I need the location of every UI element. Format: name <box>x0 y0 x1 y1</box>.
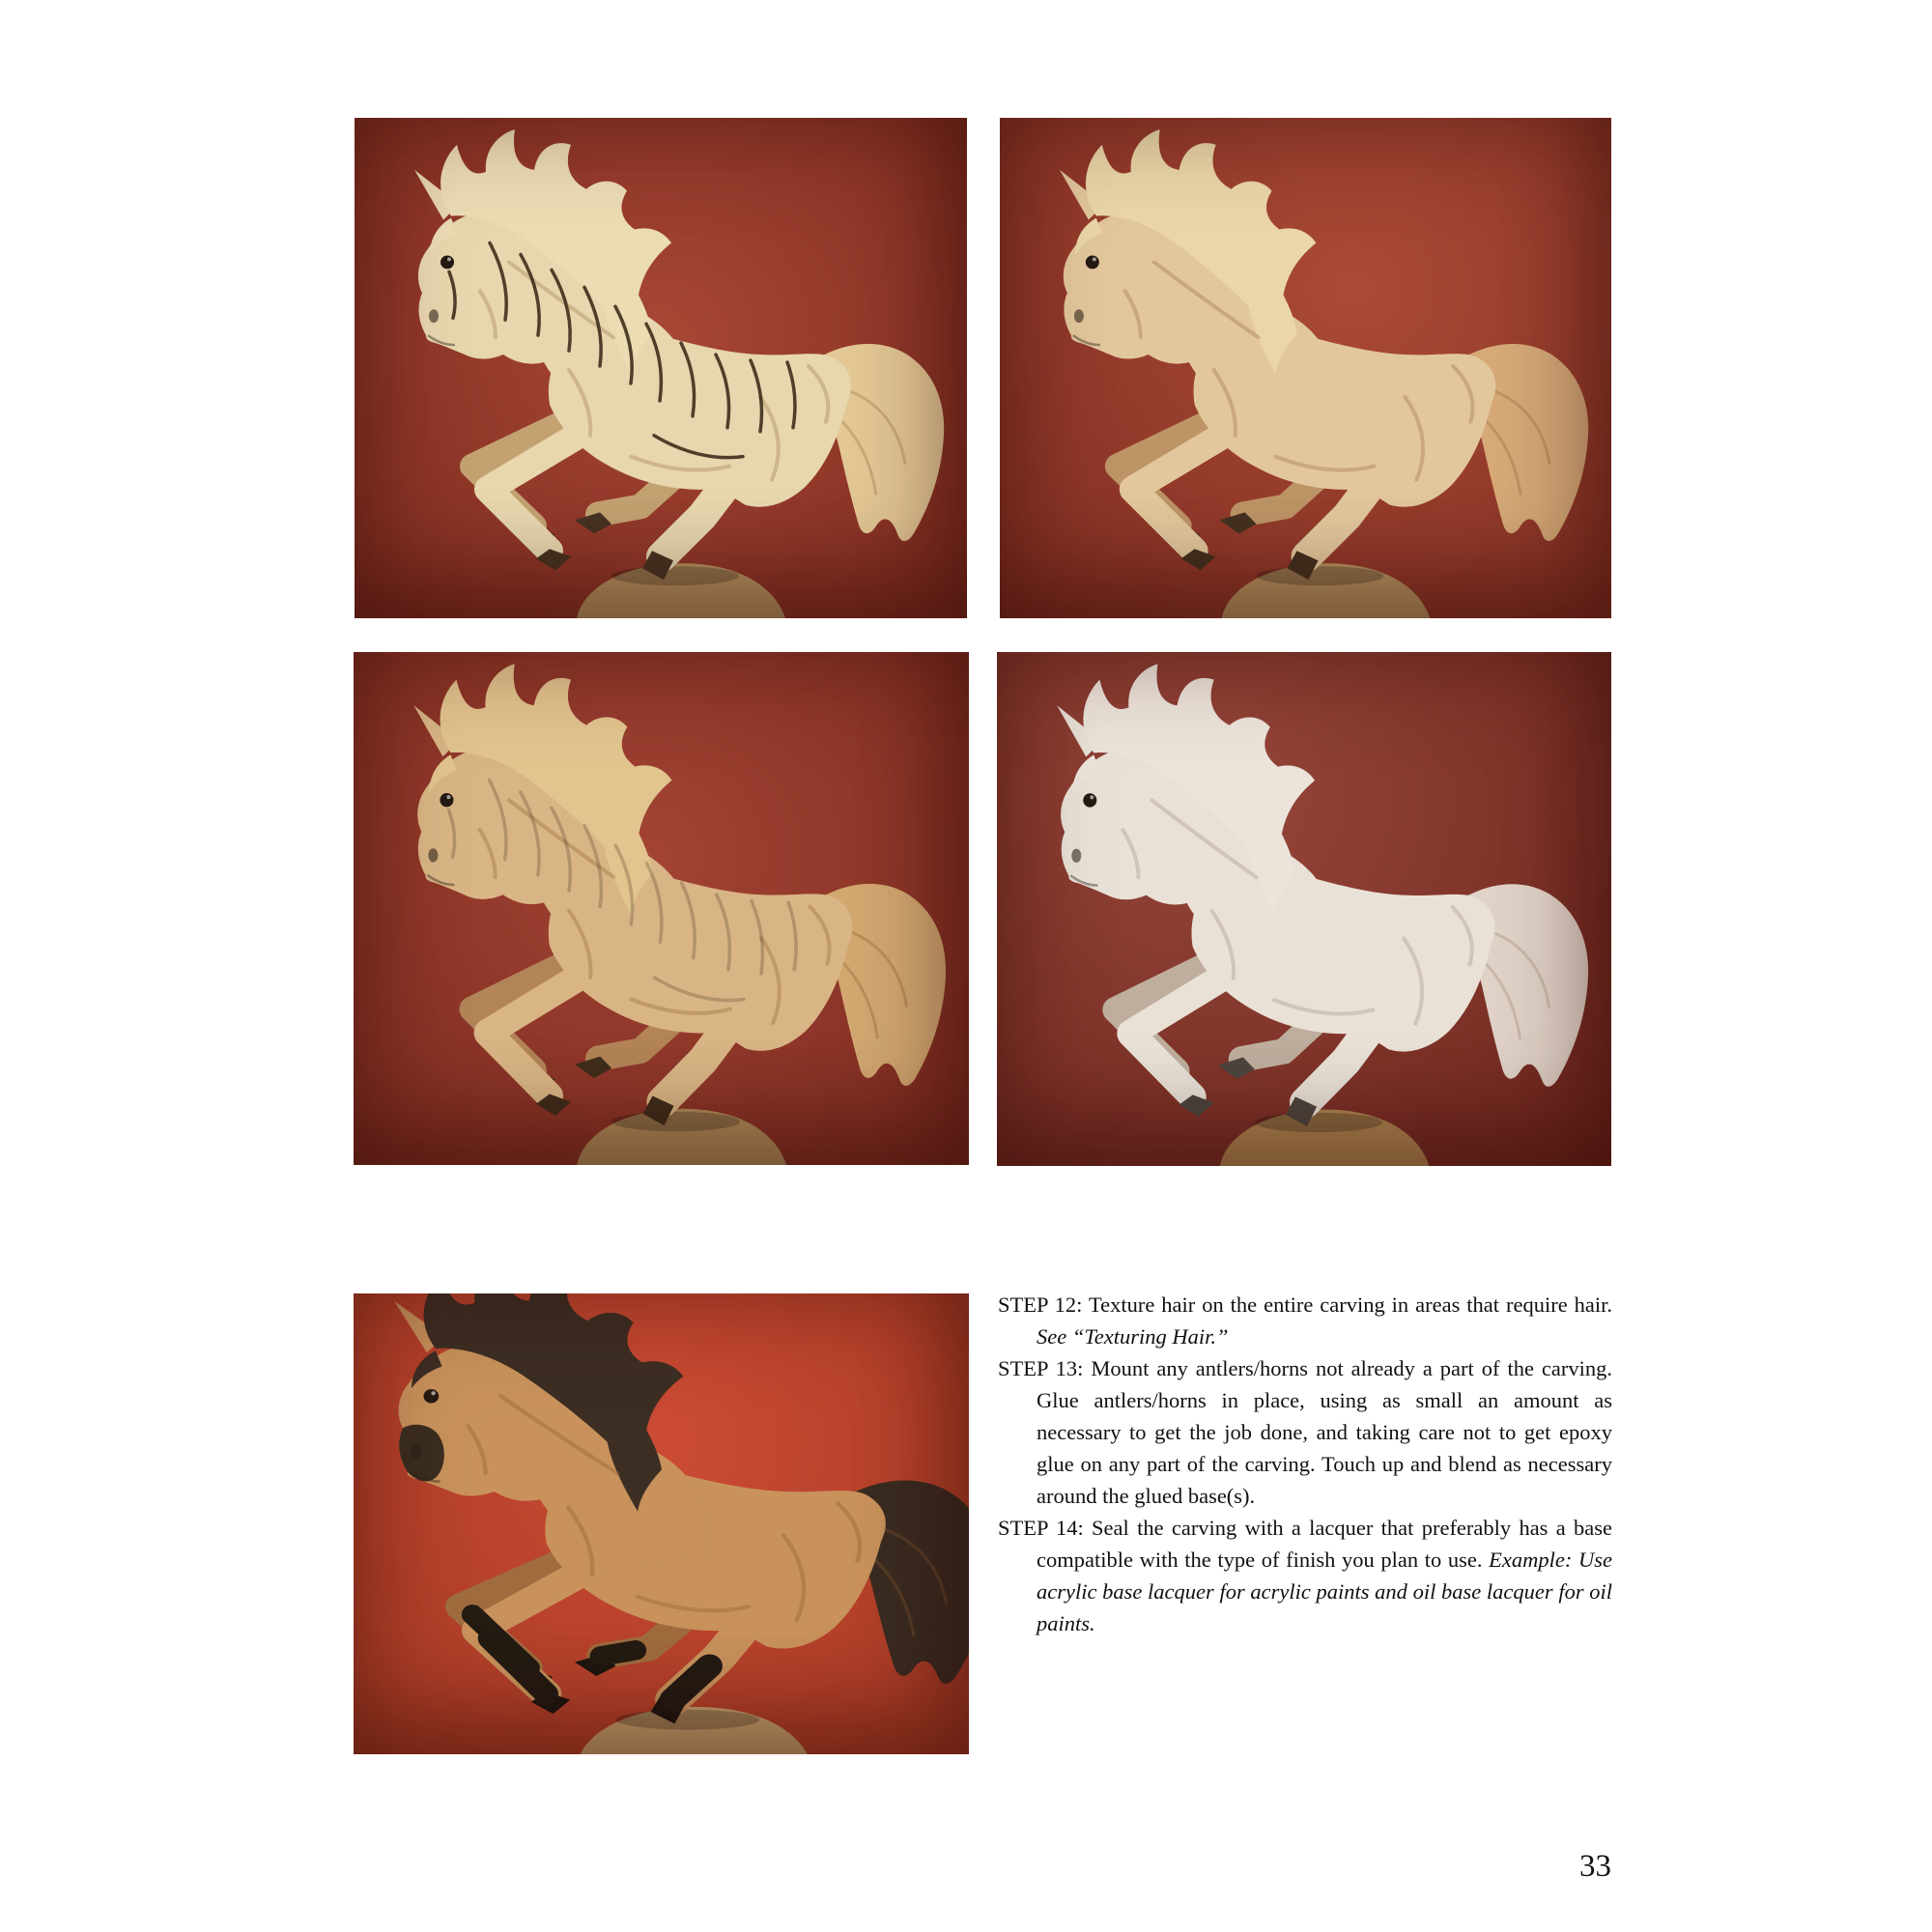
photo-stage-1-burn-lines <box>355 118 967 618</box>
step-14-label: STEP 14: <box>998 1516 1093 1540</box>
step-12-text: Texture hair on the entire carving in areas that require hair. <box>1088 1293 1612 1317</box>
step-14 <box>998 1512 1612 1639</box>
step-12-italic-note: See “Texturing Hair.” <box>1037 1324 1229 1349</box>
step-13-text: Mount any antlers/horns not already a part of the carving. Glue antlers/horns in place, using as small an amount as necessary to get the job done, and taking care not to get epoxy glue on any part of the carving. Touch up and blend as necessary around the glued base(s). <box>1037 1356 1612 1508</box>
step-12-label: STEP 12: <box>998 1293 1089 1317</box>
horse-carving-illustration <box>354 1293 969 1754</box>
step-12 <box>998 1289 1612 1352</box>
horse-carving-illustration <box>355 118 967 618</box>
step-13-label: STEP 13: <box>998 1356 1092 1380</box>
horse-carving-illustration <box>997 652 1611 1166</box>
photo-stage-2-smoothed <box>1000 118 1611 618</box>
photo-stage-3-hair-textured <box>354 652 969 1165</box>
step-13 <box>998 1352 1612 1512</box>
horse-carving-illustration <box>1000 118 1611 618</box>
page-number: 33 <box>1579 1849 1611 1884</box>
step-14-italic-note: Example: Use acrylic base lacquer for acrylic paints and oil base lacquer for oil paints. <box>1037 1548 1612 1635</box>
step-14-text: Seal the carving with a lacquer that preferably has a base compatible with the type of finish you plan to use. <box>1037 1516 1612 1572</box>
photo-stage-4-sealed-white <box>997 652 1611 1166</box>
horse-carving-illustration <box>354 652 969 1165</box>
instruction-steps <box>998 1289 1612 1639</box>
photo-stage-5-painted <box>354 1293 969 1754</box>
